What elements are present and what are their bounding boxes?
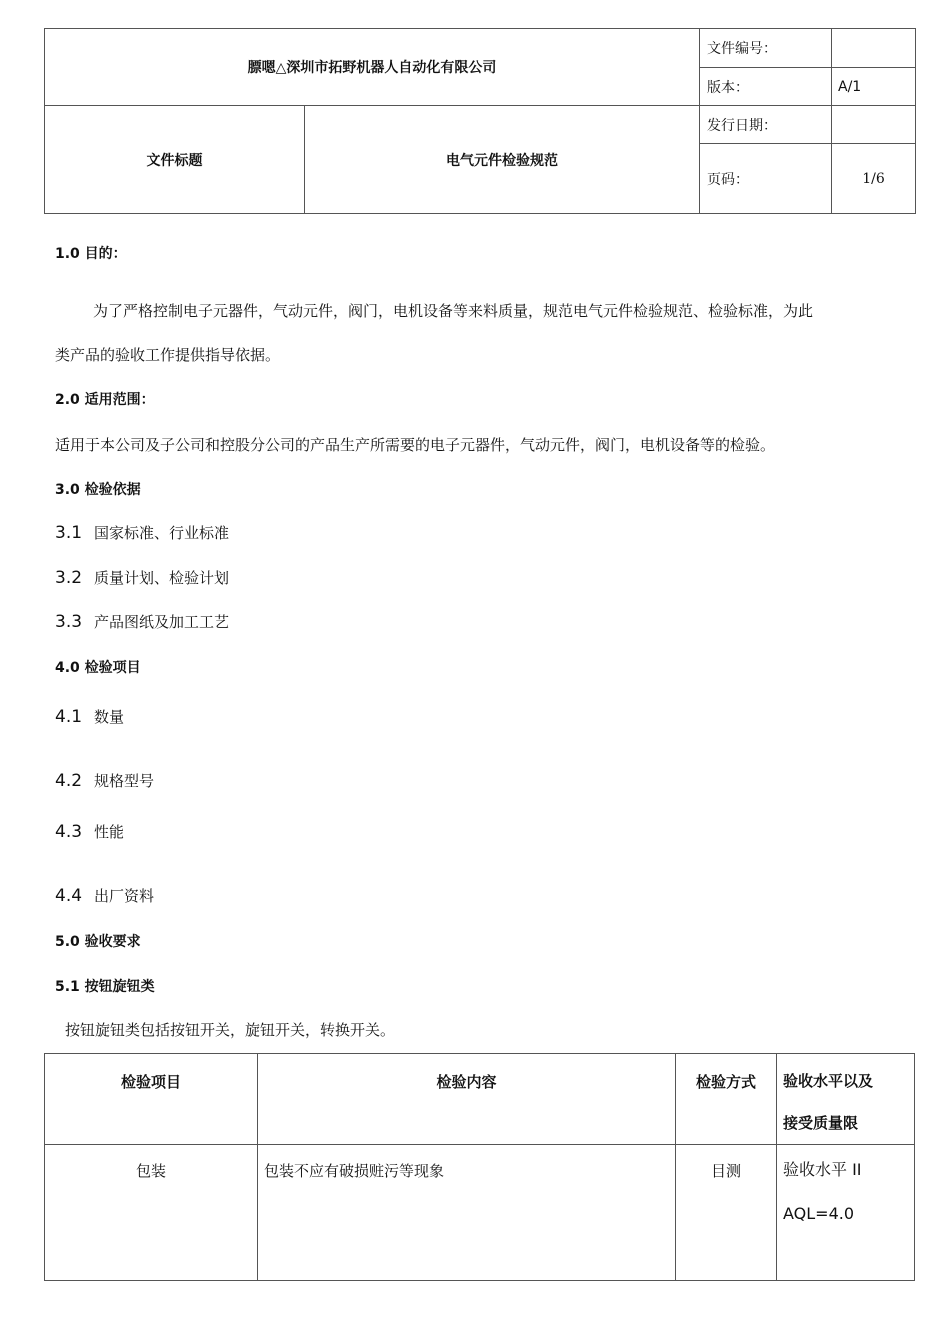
section-1-paragraph-line-2: 类产品的验收工作提供指导依据。	[55, 346, 281, 364]
inspection-requirements-table	[44, 1053, 915, 1281]
header-inspection-content: 检验内容	[258, 1054, 676, 1145]
doc-title: 电气元件检验规范	[305, 106, 700, 214]
section-4-item: 4.2 规格型号	[55, 771, 155, 791]
section-5-1-paragraph: 按钮旋钮类包括按钮开关，旋钮开关，转换开关。	[65, 1021, 396, 1039]
company-name: 膘嗯△深圳市拓野机器人自动化有限公司	[45, 29, 700, 106]
section-5-1-title: 5.1 按钮旋钮类	[55, 979, 155, 995]
cell-method: 目测	[676, 1145, 777, 1281]
section-4-item: 4.1 数量	[55, 707, 125, 727]
version-label: 版本：	[700, 68, 832, 106]
version-value: A/1	[832, 68, 916, 106]
document-header-table	[44, 28, 916, 214]
header-acceptance-level: 验收水平以及 接受质量限	[777, 1054, 915, 1145]
cell-item: 包装	[45, 1145, 258, 1281]
section-1-title: 1.0 目的：	[55, 246, 127, 262]
section-3-item: 3.3 产品图纸及加工工艺	[55, 612, 230, 632]
header-inspection-item: 检验项目	[45, 1054, 258, 1145]
header-inspection-method: 检验方式	[676, 1054, 777, 1145]
file-no-label: 文件编号：	[700, 29, 832, 68]
page-label: 页码：	[700, 144, 832, 214]
section-3-item: 3.2 质量计划、检验计划	[55, 568, 230, 588]
issue-date-label: 发行日期：	[700, 106, 832, 144]
section-1-paragraph-line-1: 为了严格控制电子元器件，气动元件，阀门，电机设备等来料质量，规范电气元件检验规范、检验标准，为此	[93, 302, 814, 320]
doc-title-label: 文件标题	[45, 106, 305, 214]
section-4-item: 4.3 性能	[55, 822, 125, 842]
cell-content: 包装不应有破损赃污等现象	[258, 1145, 676, 1281]
table-header-row	[45, 1054, 915, 1145]
section-4-title: 4.0 检验项目	[55, 660, 141, 676]
section-2-title: 2.0 适用范围：	[55, 392, 155, 408]
section-2-paragraph: 适用于本公司及子公司和控股分公司的产品生产所需要的电子元器件，气动元件，阀门，电机设备等的检验。	[55, 436, 776, 454]
section-3-title: 3.0 检验依据	[55, 482, 141, 498]
section-5-title: 5.0 验收要求	[55, 934, 141, 950]
section-3-item: 3.1 国家标准、行业标准	[55, 523, 230, 543]
section-4-item: 4.4 出厂资料	[55, 886, 155, 906]
page-number: 1/6	[832, 144, 916, 214]
table-row	[45, 1145, 915, 1281]
issue-date-value	[832, 106, 916, 144]
cell-acceptance-level: 验收水平 II AQL=4.0	[777, 1145, 915, 1281]
file-no-value	[832, 29, 916, 68]
